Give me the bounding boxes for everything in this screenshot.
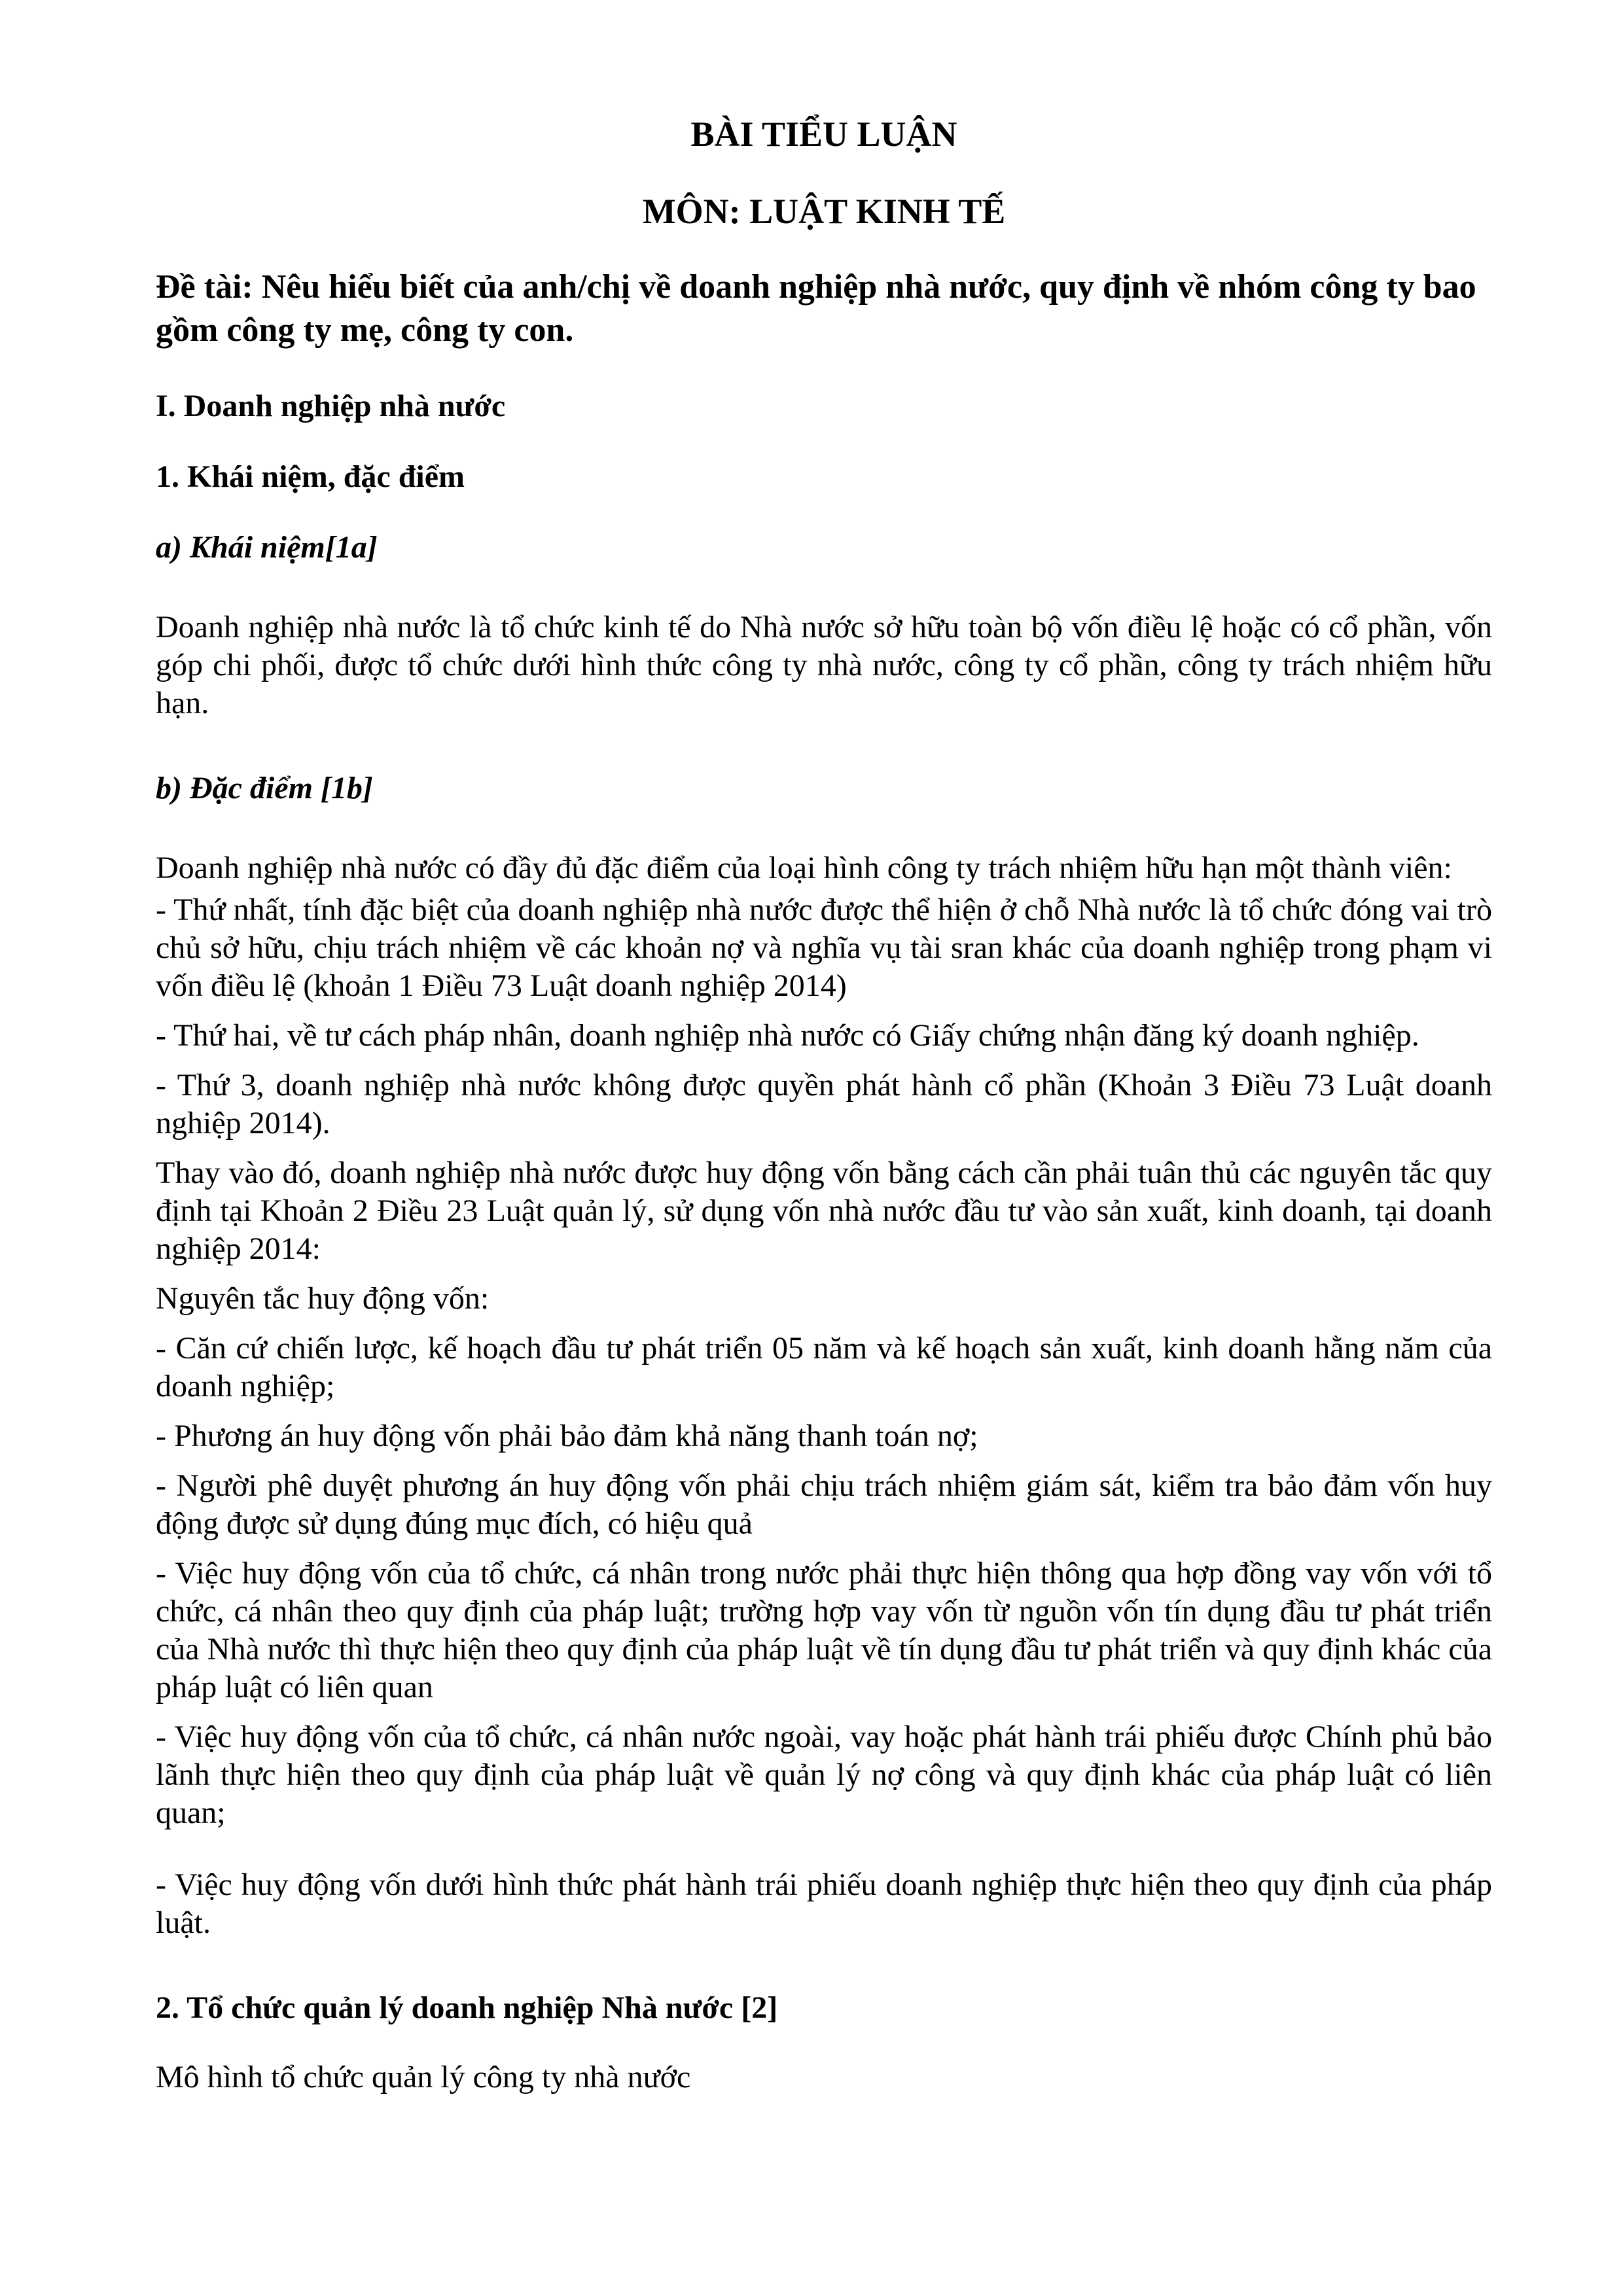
paragraph-capital-mobilization: Thay vào đó, doanh nghiệp nhà nước được huy động vốn bằng cách cần phải tuân thủ các nguyên tắc quy định tại Khoản 2 Điều 23 Luật quản lý, sử dụng vốn nhà nước đầu tư vào sản xuất, kinh doanh, tại doanh nghiệp 2014: (156, 1156, 1492, 1266)
paragraph-principle-2: - Phương án huy động vốn phải bảo đảm khả năng thanh toán nợ; (156, 1419, 978, 1453)
document-title-line1: BÀI TIỂU LUẬN (690, 115, 957, 154)
paragraph-principle-1: - Căn cứ chiến lược, kế hoạch đầu tư phát triển 05 năm và kế hoạch sản xuất, kinh doanh hằng năm của doanh nghiệp; (156, 1331, 1492, 1404)
paragraph-principle-6: - Việc huy động vốn dưới hình thức phát hành trái phiếu doanh nghiệp thực hiện theo quy định của pháp luật. (156, 1867, 1492, 1940)
paragraph-principles-title: Nguyên tắc huy động vốn: (156, 1281, 490, 1316)
paragraph-principle-3: - Người phê duyệt phương án huy động vốn phải chịu trách nhiệm giám sát, kiểm tra bảo đảm vốn huy động được sử dụng đúng mục đích, có hiệu quả (156, 1468, 1492, 1541)
document-title-line2: MÔN: LUẬT KINH TẾ (642, 192, 1006, 231)
paragraph-management-model: Mô hình tổ chức quản lý công ty nhà nước (156, 2060, 691, 2094)
subsection-heading-1a: a) Khái niệm[1a] (156, 530, 378, 565)
paragraph-principle-5: - Việc huy động vốn của tổ chức, cá nhân nước ngoài, vay hoặc phát hành trái phiếu được Chính phủ bảo lãnh thực hiện theo quy định của pháp luật về quản lý nợ công và quy định khác của pháp luật có liên quan; (156, 1720, 1492, 1830)
paragraph-feature-1: - Thứ nhất, tính đặc biệt của doanh nghiệp nhà nước được thể hiện ở chỗ Nhà nước là tổ chức đóng vai trò chủ sở hữu, chịu trách nhiệm về các khoản nợ và nghĩa vụ tài sran khác của doanh nghiệp trong phạm vi vốn điều lệ (khoản 1 Điều 73 Luật doanh nghiệp 2014) (156, 892, 1492, 1003)
definition-paragraph: Doanh nghiệp nhà nước là tổ chức kinh tế do Nhà nước sở hữu toàn bộ vốn điều lệ hoặc có cổ phần, vốn góp chi phối, được tổ chức dưới hình thức công ty nhà nước, công ty cổ phần, công ty trách nhiệm hữu hạn. (156, 610, 1492, 720)
subsection-heading-2: 2. Tổ chức quản lý doanh nghiệp Nhà nước [2] (156, 1990, 778, 2025)
paragraph-principle-4: - Việc huy động vốn của tổ chức, cá nhân trong nước phải thực hiện thông qua hợp đồng vay vốn với tổ chức, cá nhân theo quy định của pháp luật; trường hợp vay vốn từ nguồn vốn tín dụng đầu tư phát triển của Nhà nước thì thực hiện theo quy định của pháp luật về tín dụng đầu tư phát triển và quy định khác của pháp luật có liên quan (156, 1556, 1492, 1704)
paragraph-feature-3: - Thứ 3, doanh nghiệp nhà nước không được quyền phát hành cổ phần (Khoản 3 Điều 73 Luật doanh nghiệp 2014). (156, 1068, 1492, 1140)
document-topic: Đề tài: Nêu hiểu biết của anh/chị về doanh nghiệp nhà nước, quy định về nhóm công ty bao gồm công ty mẹ, công ty con. (156, 268, 1476, 349)
subsection-heading-1b: b) Đặc điểm [1b] (156, 771, 373, 805)
paragraph-features-intro: Doanh nghiệp nhà nước có đầy đủ đặc điểm của loại hình công ty trách nhiệm hữu hạn một thành viên: (156, 851, 1452, 885)
paragraph-feature-2: - Thứ hai, về tư cách pháp nhân, doanh nghiệp nhà nước có Giấy chứng nhận đăng ký doanh nghiệp. (156, 1018, 1419, 1053)
section-heading-1: I. Doanh nghiệp nhà nước (156, 389, 506, 423)
document-body (156, 111, 1492, 2108)
subsection-heading-1: 1. Khái niệm, đặc điểm (156, 459, 465, 494)
